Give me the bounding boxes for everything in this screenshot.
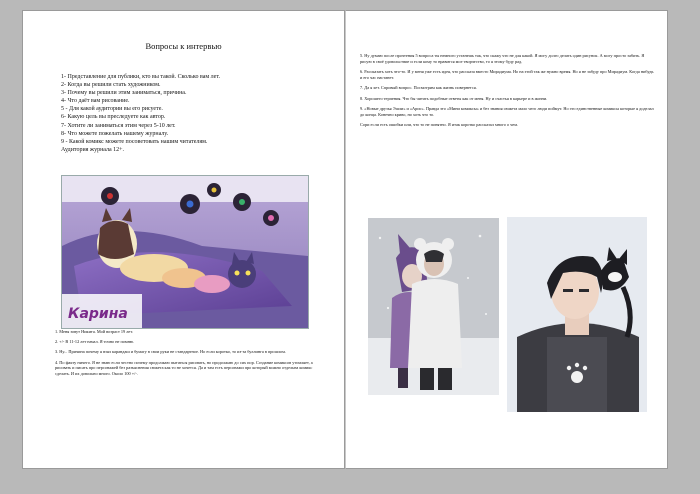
question-item: 4- Что даёт вам рисование. [61, 98, 130, 105]
question-list [61, 73, 331, 154]
audience-age-note: Аудитория журнала 12+. [61, 146, 125, 153]
character-name-label: Карина [68, 306, 128, 322]
question-item: 3- Почему вы решили этим заниматься, причина. [61, 90, 187, 97]
question-item: 9 - Какой комикс можете посоветовать нашим читателям. [61, 138, 208, 145]
answers-column-left [55, 329, 323, 381]
dark-haired-character-art [507, 217, 647, 412]
answer-paragraph: 7. Да я хет. Спровый вопрос. Посмотрим как жизнь повернется. [360, 85, 477, 91]
answer-paragraph: 8. Хорошего терпения. Что бы читать подобные ответы как от меня. Ну и счастья в карьере и в жизни. [360, 95, 548, 101]
answer-paragraph: 5. Ну думаю после прочтения 5 вопроса ты немного устанешь так, что скажу что не для какой. Я могу долго делать один рисунок. А могу просто забить. Я рисую в своё удовольствие и если кому то нравится мое творчество, то я этому буду рад. [360, 53, 645, 64]
answer-paragraph: 1. Меня зовут Никита. Мой возраст 19 лет. [55, 329, 133, 334]
question-item: 8- Что можете пожелать нашему журналу. [61, 130, 169, 137]
left-page [22, 10, 345, 469]
answer-paragraph: 3. Ну... Причина почему я взял карандаш и бумагу в свои руки не стандартное. Но если коротко, то из-за буллинга в прошлом. [55, 349, 286, 355]
question-item: 5 - Для какой аудитории вы его рисуете. [61, 106, 163, 113]
answer-paragraph: 2. +/- В 11-12 лет начал. Я точно не помню. [55, 339, 135, 345]
question-item: 6- Какую цель вы преследуете как автор. [61, 114, 166, 121]
answer-paragraph: 4. По факту ничего. Я не знаю если честно почему продолжаю пытаться рисовать, но продолжаю до сих пор. Создание комиксов утомляет, а рисовать и писать про персонажей без разъяснения сюжета как то не хочется. Да и там есть персонажи про который можно отдельна комикс сделать. И их довольно много. Около 100 +/-. [55, 359, 313, 376]
bedroom-illustration-art [62, 176, 308, 328]
winter-characters-illustration [368, 218, 499, 395]
dark-haired-character-illustration [507, 217, 647, 412]
answers-column-right [360, 53, 655, 133]
question-item: 7- Хотите ли заниматься этим через 5-10 лет. [61, 122, 176, 129]
question-item: 2- Когда вы решили стать художником. [61, 82, 161, 89]
answer-paragraph: 6. Рассказать хоть что-то. И у меня уже есть идея, что рассказа вместо Мирадиума. Но на этой так же нужно время. Но я не забуду про Мирадиум. Когда нибудь и его час настанет. [360, 69, 654, 80]
answer-paragraph: 9. «Новые друзья Эшли» и «Арис». Правда это «Мини комиксы» и без знания сюжета мало чего люди поймут. Но это единственные комиксы которые я доделал до конца. Конечно криво, но хоть что то. [360, 106, 654, 117]
right-page [345, 10, 668, 469]
answer-paragraph: Сори если есть ошибки или, что то не понятно. Я итак коротко рассказал много о чем. [360, 122, 519, 128]
page-title: Вопросы к интервью [145, 41, 222, 51]
question-item: 1- Представление для публики, кто вы такой. Сколько вам лет. [61, 74, 220, 80]
winter-characters-art [368, 218, 499, 395]
bedroom-illustration [61, 175, 309, 329]
